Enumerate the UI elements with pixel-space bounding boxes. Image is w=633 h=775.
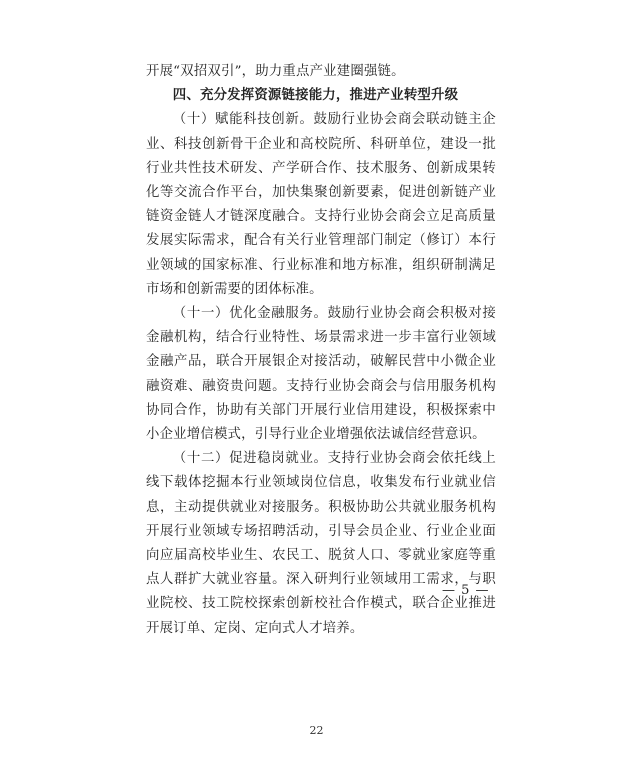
section-heading: 四、充分发挥资源链接能力，推进产业转型升级 [172, 88, 459, 104]
inner-page-marker: — 5 — [442, 583, 490, 598]
paragraph-item-10 [146, 108, 496, 302]
paragraph-item-10-text: 鼓励行业协会商会联动链主企业、科技创新骨干企业和高校院所、科研单位，建设一批行业共性技术研发、产学研合作、技术服务、创新成果转化等交流合作平台，加快集聚创新要素，促进创新链产业链资金链人才链深度融合。支持行业协会商会立足高质量发展实际需求，配合有关行业管理部门制定（修订）本行业领域的国家标准、行业标准和地方标准，组织研制满足市场和创新需要的团体标准。 [146, 112, 496, 297]
paragraph-item-11-lead: （十一）优化金融服务。 [172, 306, 328, 322]
paragraph-item-12-text: 支持行业协会商会依托线上线下载体挖掘本行业领域岗位信息，收集发布行业就业信息，主动提供就业对接服务。积极协助公共就业服务机构开展行业领域专场招聘活动，引导会员企业、行业企业面向应届高校毕业生、农民工、脱贫人口、零就业家庭等重点人群扩大就业容量。深入研判行业领域用工需求，与职业院校、技工院校探索创新校社合作模式，联合企业推进开展订单、定岗、定向式人才培养。 [146, 451, 497, 636]
paragraph-continuation: 开展“双招双引”，助力重点产业建圈强链。 [146, 64, 405, 79]
paragraph-item-11-text: 鼓励行业协会商会积极对接金融机构，结合行业特性、场景需求进一步丰富行业领域金融产品，联合开展银企对接活动，破解民营中小微企业融资难、融资贵问题。支持行业协会商会与信用服务机构协同合作，协助有关部门开展行业信用建设，积极探索中小企业增信模式，引导行业企业增强依法诚信经营意识。 [146, 306, 497, 443]
page-number: 22 [309, 724, 324, 737]
paragraph-item-11 [146, 302, 496, 447]
paragraph-item-12-lead: （十二）促进稳岗就业。 [172, 451, 328, 467]
paragraph-item-12 [146, 447, 496, 641]
document-body [146, 60, 496, 641]
paragraph-item-10-lead: （十）赋能科技创新。 [172, 112, 314, 128]
